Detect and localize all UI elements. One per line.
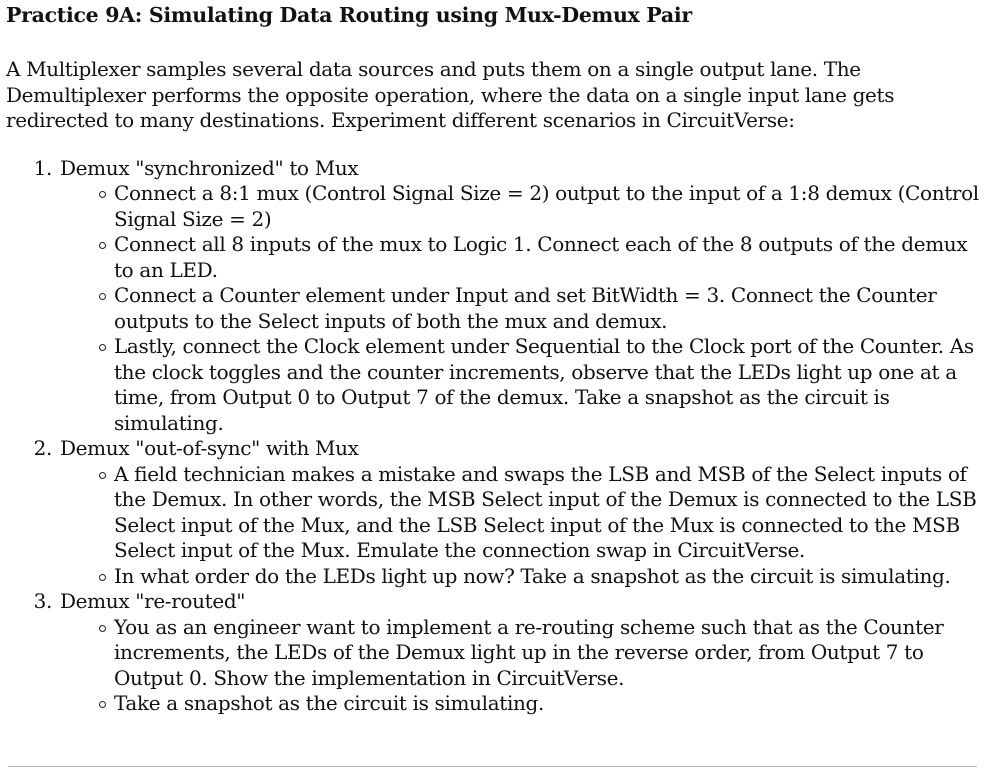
task-heading: Demux "synchronized" to Mux [60, 155, 359, 180]
step-item: You as an engineer want to implement a re-routing scheme such that as the Counter increments, the LEDs of the Demux light up in the reverse order, from Output 7 to Output 0. Show the implementation in CircuitVerse. [114, 615, 979, 692]
step-list [60, 615, 979, 717]
task-item-re-routed [58, 589, 979, 717]
intro-paragraph: A Multiplexer samples several data sources and puts them on a single output lane. The Demultiplexer performs the opposite operation, where the data on a single input lane gets redirected to many destinations. Experiment different scenarios in CircuitVerse: [6, 57, 895, 132]
step-item: Connect a Counter element under Input and set BitWidth = 3. Connect the Counter outputs to the Select inputs of both the mux and demux. [114, 283, 979, 334]
step-item: Lastly, connect the Clock element under Sequential to the Clock port of the Counter. As the clock toggles and the counter increments, observe that the LEDs light up one at a time, from Output 0 to Output 7 of the demux. Take a snapshot as the circuit is simulating. [114, 334, 979, 436]
step-item: A field technician makes a mistake and swaps the LSB and MSB of the Select inputs of the Demux. In other words, the MSB Select input of the Demux is connected to the LSB Select input of the Mux, and the LSB Select input of the Mux is connected to the MSB Select input of the Mux. Emulate the connection swap in CircuitVerse. [114, 462, 979, 564]
step-item: Connect all 8 inputs of the mux to Logic 1. Connect each of the 8 outputs of the demux to an LED. [114, 232, 979, 283]
task-heading: Demux "out-of-sync" with Mux [60, 436, 359, 460]
task-item-out-of-sync [58, 436, 979, 589]
step-item: Take a snapshot as the circuit is simulating. [114, 691, 979, 717]
bottom-divider [8, 766, 977, 767]
step-item: In what order do the LEDs light up now? Take a snapshot as the circuit is simulating. [114, 564, 979, 590]
task-list [6, 156, 979, 717]
step-list [60, 462, 979, 590]
task-item-synchronized [58, 156, 979, 437]
step-item: Connect a 8:1 mux (Control Signal Size = 2) output to the input of a 1:8 demux (Control Signal Size = 2) [114, 181, 979, 231]
step-list [60, 181, 979, 436]
task-heading: Demux "re-routed" [60, 589, 246, 613]
page-title: Practice 9A: Simulating Data Routing using Mux-Demux Pair [6, 3, 692, 27]
